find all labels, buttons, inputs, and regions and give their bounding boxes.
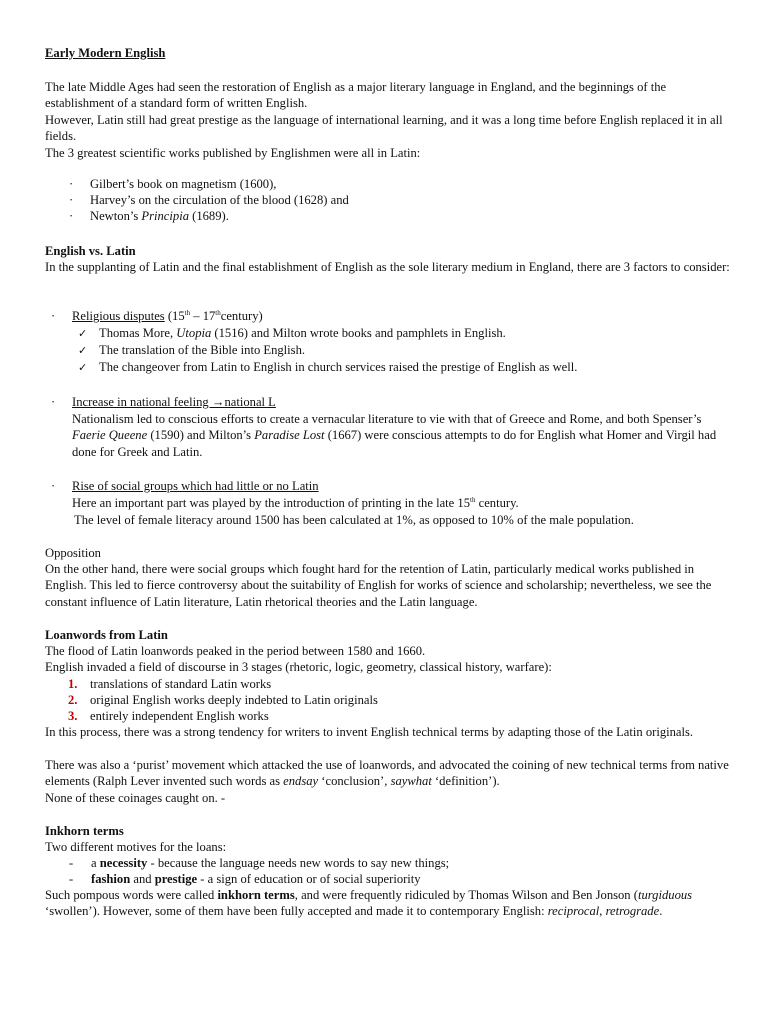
factor-national-feeling-text: Nationalism led to conscious efforts to create a vernacular literature to vie with that of Greece and Rome, and both Spenser’s Faerie Queene (1590) and Milton’s Paradise Lost (1667) were conscious attempts to do for English what Homer and Virgil had done for Greek and Latin.	[72, 412, 717, 459]
loanwords-paragraph-2: There was also a ‘purist’ movement which attacked the use of loanwords, and advocated the coining of new technical terms from native elements (Ralph Lever invented such words as endsay ‘conclusion’, saywhat ‘definition’).	[45, 758, 729, 789]
stage-number: 3.	[68, 709, 78, 723]
list-item: fashion and prestige - a sign of education or of social superiority	[91, 872, 421, 886]
factor-social-groups: Rise of social groups which had little or no Latin	[72, 479, 319, 493]
section-heading-loanwords: Loanwords from Latin	[45, 628, 168, 642]
checkmark-icon: ✓	[78, 328, 88, 340]
intro-paragraph-3: The 3 greatest scientific works published by Englishmen were all in Latin:	[45, 146, 421, 160]
section-heading-opposition: Opposition	[45, 546, 101, 560]
loanwords-paragraph-1: In this process, there was a strong tendency for writers to invent English technical terms by adapting those of the Latin originals.	[45, 725, 694, 739]
section-heading-english-vs-latin: English vs. Latin	[45, 244, 136, 258]
stage-number: 1.	[68, 677, 78, 691]
bullet-icon: ·	[51, 479, 56, 493]
factor-social-groups-text-2: The level of female literacy around 1500 has been calculated at 1%, as opposed to 10% of the male population.	[74, 513, 634, 527]
inkhorn-paragraph: Such pompous words were called inkhorn terms, and were frequently ridiculed by Thomas Wilson and Ben Jonson (turgiduous ‘swollen’). However, some of them have been fully accepted and made it to contemporary English: reciprocal, retrograde.	[45, 888, 693, 919]
dash-icon: -	[69, 856, 74, 870]
inkhorn-intro: Two different motives for the loans:	[45, 840, 227, 854]
opposition-paragraph: On the other hand, there were social groups which fought hard for the retention of Latin, particularly medical works published in English. This led to fierce controversy about the suitability of English for works of science and scholarship; nevertheless, we see the constant influence of Latin literature, Latin rhetorical theories and the Latin language.	[45, 562, 712, 609]
loanwords-line-1: The flood of Latin loanwords peaked in the period between 1580 and 1660.	[45, 644, 426, 658]
stage-number: 2.	[68, 693, 78, 707]
loanwords-paragraph-3: None of these coinages caught on. -	[45, 791, 226, 805]
loanwords-line-2: English invaded a field of discourse in 3 stages (rhetoric, logic, geometry, classical history, warfare):	[45, 660, 552, 674]
list-item: Gilbert’s book on magnetism (1600),	[90, 177, 277, 191]
bullet-icon: ·	[69, 177, 74, 191]
factor-religious-disputes: Religious disputes (15th – 17thcentury)	[72, 308, 263, 323]
intro-paragraph-2: However, Latin still had great prestige as the language of international learning, and it was a long time before English replaced it in all fields.	[45, 113, 723, 144]
intro-paragraph-1: The late Middle Ages had seen the restoration of English as a major literary language in England, and the beginnings of the establishment of a standard form of written English.	[45, 80, 667, 111]
bullet-icon: ·	[51, 395, 56, 409]
list-item: The translation of the Bible into English.	[99, 343, 306, 357]
list-item: translations of standard Latin works	[90, 677, 272, 691]
list-item: original English works deeply indebted to Latin originals	[90, 693, 378, 707]
list-item: Thomas More, Utopia (1516) and Milton wrote books and pamphlets in English.	[99, 326, 506, 340]
section-intro: In the supplanting of Latin and the final establishment of English as the sole literary medium in England, there are 3 factors to consider:	[45, 260, 730, 274]
bullet-icon: ·	[69, 209, 74, 223]
factor-national-feeling: Increase in national feeling →national L	[72, 395, 276, 409]
bullet-icon: ·	[69, 193, 74, 207]
page-title: Early Modern English	[45, 46, 166, 60]
list-item: entirely independent English works	[90, 709, 269, 723]
factor-social-groups-text: Here an important part was played by the introduction of printing in the late 15th century.	[72, 495, 519, 510]
list-item: a necessity - because the language needs new words to say new things;	[91, 856, 450, 870]
dash-icon: -	[69, 872, 74, 886]
checkmark-icon: ✓	[78, 362, 88, 374]
list-item: Harvey’s on the circulation of the blood (1628) and	[90, 193, 349, 207]
section-heading-inkhorn: Inkhorn terms	[45, 824, 124, 838]
checkmark-icon: ✓	[78, 345, 88, 357]
list-item: The changeover from Latin to English in church services raised the prestige of English as well.	[99, 360, 578, 374]
list-item: Newton’s Principia (1689).	[90, 209, 229, 223]
bullet-icon: ·	[51, 309, 56, 323]
